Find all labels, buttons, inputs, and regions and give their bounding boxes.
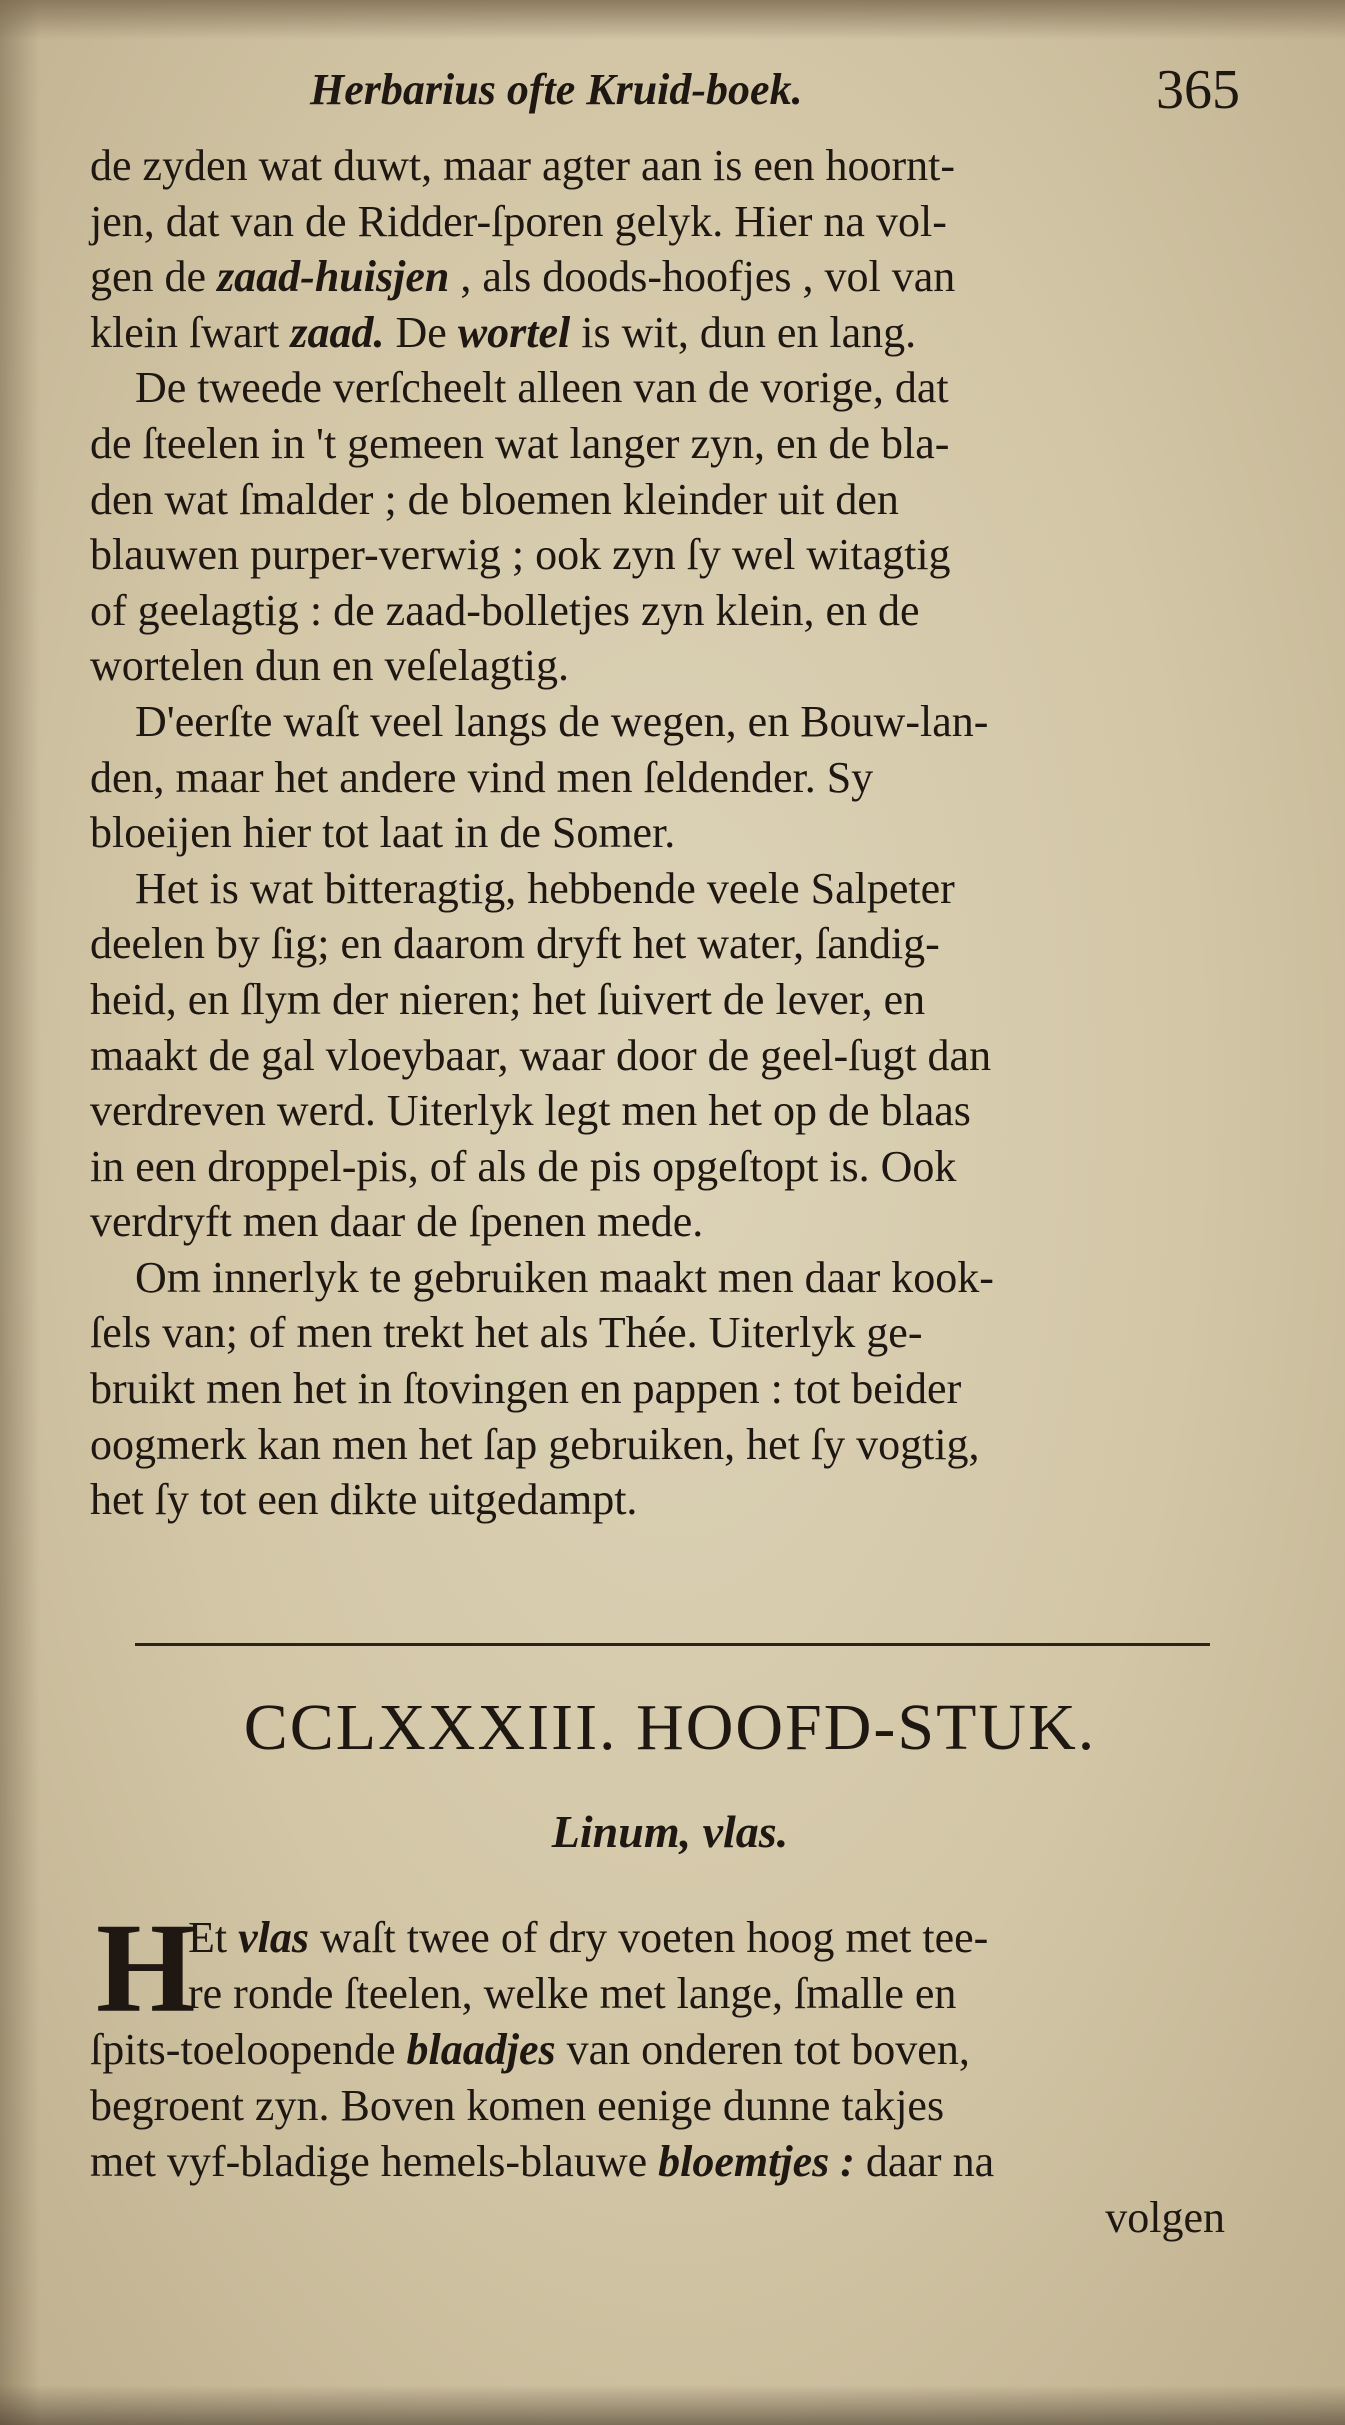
text-line: maakt de gal vloeybaar, waar door de geel-ſugt dan xyxy=(90,1030,992,1080)
text-line xyxy=(90,249,1250,305)
running-title: Herbarius ofte Kruid-boek. xyxy=(310,65,803,114)
page-edge-shadow-bottom xyxy=(0,2385,1345,2425)
chapter-text xyxy=(90,1897,1290,2246)
italic-term: zaad-huisjen xyxy=(217,252,450,302)
text-run: waſt twee of dry voeten hoog met tee- xyxy=(309,1913,989,1962)
text-line: deelen by ſig; en daarom dryft het water, ſandig- xyxy=(90,919,940,969)
page-number: 365 xyxy=(1156,59,1240,121)
text-line: bruikt men het in ſtovingen en pappen : tot beider xyxy=(90,1364,962,1414)
italic-term: wortel xyxy=(457,307,571,357)
text-line: Het is wat bitteragtig, hebbende veele Salpeter xyxy=(135,863,955,913)
page-header xyxy=(300,58,1250,138)
text-line xyxy=(90,2022,1290,2078)
text-run: daar na xyxy=(854,2137,995,2186)
text-line: oogmerk kan men het ſap gebruiken, het ſy vogtig, xyxy=(90,1419,980,1469)
section-divider xyxy=(135,1643,1210,1646)
page-edge-shadow-left xyxy=(0,0,40,2425)
text-run: is wit, dun en lang. xyxy=(570,307,917,357)
text-run: ſpits-toeloopende xyxy=(90,2025,407,2074)
text-line: bloeijen hier tot laat in de Somer. xyxy=(90,808,676,858)
text-run: Et xyxy=(188,1913,239,1962)
italic-term: bloemtjes : xyxy=(658,2137,855,2186)
text-line: blauwen purper-verwig ; ook zyn ſy wel witagtig xyxy=(90,530,951,580)
chapter-heading: CCLXXXIII. HOOFD-STUK. xyxy=(243,1691,1097,1764)
text-line: de ſteelen in 't gemeen wat langer zyn, en de bla- xyxy=(90,418,950,468)
text-line: D'eerſte waſt veel langs de wegen, en Bouw-lan- xyxy=(135,696,989,746)
text-line xyxy=(90,305,1250,361)
body-text xyxy=(90,138,1250,1528)
text-run: klein ſwart xyxy=(90,307,291,357)
text-run: met vyf-bladige hemels-blauwe xyxy=(90,2137,659,2186)
text-line: heid, en ſlym der nieren; het ſuivert de lever, en xyxy=(90,974,926,1024)
text-line: in een droppel-pis, of als de pis opgeſtopt is. Ook xyxy=(90,1141,957,1191)
chapter-subtitle: Linum, vlas. xyxy=(551,1806,789,1857)
italic-term: blaadjes xyxy=(406,2025,556,2074)
text-line: wortelen dun en veſelagtig. xyxy=(90,641,569,691)
catchword: volgen xyxy=(1105,2193,1225,2242)
text-line: Om innerlyk te gebruiken maakt men daar kook- xyxy=(135,1252,994,1302)
text-line: den, maar het andere vind men ſeldender. Sy xyxy=(90,752,874,802)
italic-term: zaad. xyxy=(290,307,385,357)
text-line: of geelagtig : de zaad-bolletjes zyn klein, en de xyxy=(90,585,920,635)
page-edge-shadow-top xyxy=(0,0,1345,40)
text-line: verdreven werd. Uiterlyk legt men het op de blaas xyxy=(90,1086,971,1136)
text-line: De tweede verſcheelt alleen van de vorige, dat xyxy=(135,363,949,413)
text-line: re ronde ſteelen, welke met lange, ſmalle en xyxy=(188,1969,957,2018)
text-line xyxy=(90,2134,1290,2190)
text-line: ſels van; of men trekt het als Thée. Uiterlyk ge- xyxy=(90,1308,923,1358)
text-line: den wat ſmalder ; de bloemen kleinder uit den xyxy=(90,474,899,524)
text-run: , als doods-hoofjes , vol van xyxy=(449,252,956,302)
drop-cap: H xyxy=(96,1897,196,2039)
text-line: jen, dat van de Ridder-ſporen gelyk. Hier na vol- xyxy=(90,196,947,246)
text-line xyxy=(90,1910,1290,1966)
text-line: de zyden wat duwt, maar agter aan is een hoornt- xyxy=(90,141,955,190)
text-line: het ſy tot een dikte uitgedampt. xyxy=(90,1475,638,1525)
text-line: verdryft men daar de ſpenen mede. xyxy=(90,1197,704,1247)
italic-term: vlas xyxy=(238,1913,309,1962)
text-run: De xyxy=(384,307,458,357)
text-run: gen de xyxy=(90,252,218,302)
text-run: van onderen tot boven, xyxy=(555,2025,970,2074)
text-line: begroent zyn. Boven komen eenige dunne takjes xyxy=(90,2081,945,2130)
